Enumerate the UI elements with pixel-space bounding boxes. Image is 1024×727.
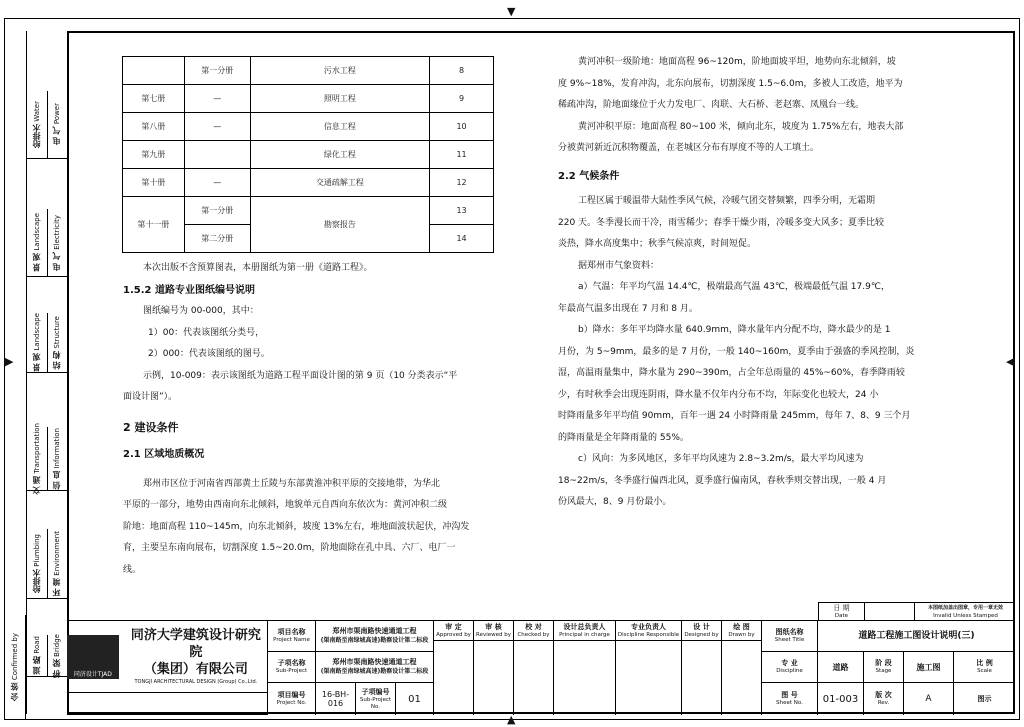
sidebar-label: 景 观 Landscape: [32, 313, 41, 372]
project-name-label: 项目名称: [277, 628, 306, 636]
sub-no-label-cell: [356, 683, 396, 715]
project-name: 郑州市渠南路快速通道工程: [332, 627, 417, 635]
role-label: 校 对: [525, 622, 542, 631]
sheet-no-cell: [818, 683, 864, 715]
paragraph: 育，主要呈东南向展布，切割深度 1.5~20.0m，阶地面除在孔中具、六厂、电厂一: [123, 543, 456, 553]
paragraph: 面设计图”）。: [123, 392, 178, 402]
project-no-label: 项目编号: [277, 691, 306, 699]
confirmed-by-box: [4, 615, 26, 720]
rev-label-cell: [864, 683, 904, 715]
sub-no-label: 子项编号: [361, 687, 390, 696]
stage: 施工图: [916, 662, 941, 672]
stamp-note-cell: [915, 603, 1016, 621]
role-reviewed: [474, 621, 514, 641]
discipline-cell: [818, 652, 864, 683]
sidebar-cell-environment: [27, 529, 68, 599]
discipline-label-cell: [762, 652, 818, 683]
logo-text: 同济设计TJAD: [73, 670, 112, 678]
paragraph: 的降雨量是全年降雨量的 55%。: [558, 432, 689, 443]
sheet-no-label: 图 号: [781, 691, 798, 699]
sheet-no-label-cell: [762, 683, 818, 715]
table-cell: 14: [430, 225, 494, 253]
rev: A: [925, 693, 932, 704]
paragraph: 稀疏冲沟，阶地面缘位于火力发电厂、肉联、大石桥、老赵寨、凤凰台一线。: [558, 100, 865, 110]
table-cell: [123, 57, 185, 85]
sidebar-cell-transport: [27, 422, 68, 495]
role-label-en: Designed by: [684, 631, 719, 638]
table-row: [123, 57, 494, 85]
table-cell: 污水工程: [250, 57, 429, 85]
paragraph: 工程区属于暖温带大陆性季风气候，冷暖气团交替频繁，四季分明，无霜期: [578, 196, 876, 206]
sidebar-label: 桥 梁 Bridge: [52, 633, 61, 678]
signature-box: [474, 641, 514, 715]
rev-label-en: Rev.: [877, 700, 890, 706]
sub-project-label-cell: [268, 652, 316, 683]
rev-label: 版 次: [875, 691, 892, 699]
scale-label: 比 例: [976, 659, 993, 667]
date-value-cell: [865, 603, 915, 621]
signature-box: [616, 641, 682, 715]
sidebar-label: 结 构 Structure: [52, 315, 61, 370]
sub-project-label: 子项名称: [277, 659, 306, 667]
paragraph: a）气温：年平均气温 14.4℃，极端最高气温 43℃，极端最低气温 17.9℃，: [578, 282, 890, 292]
table-cell: [184, 141, 250, 169]
rev-cell: [904, 683, 954, 715]
date-label-en: Date: [834, 613, 849, 619]
table-cell: 勘察报告: [250, 197, 429, 253]
discipline-label: 专 业: [781, 659, 798, 667]
title-block: [67, 620, 1015, 714]
role-label-en: Discipline Responsible: [617, 631, 680, 638]
top-center-mark: ▼: [507, 5, 516, 18]
sidebar-cell-structure: [27, 313, 68, 373]
volumes-table: [122, 56, 494, 253]
paragraph: 年最高气温多出现在 7 月和 8 月。: [558, 303, 698, 314]
paragraph: 度 9%~18%，发育冲沟，北东向展布，切割深度 1.5~6.0m，多被人工改造，地平为: [558, 78, 903, 89]
sheet-no: 01-003: [822, 693, 859, 705]
institute-name-cn: 同济大学建筑设计研究院: [130, 628, 261, 660]
scale-cell: [954, 683, 1015, 715]
role-label: 审 定: [445, 622, 462, 631]
project-no-label-en: Project No.: [276, 700, 307, 706]
paragraph: 本次出版不含预算图表，本册图纸为第一册《道路工程》。: [143, 263, 373, 273]
discipline: 道路: [832, 662, 849, 672]
signature-box: [554, 641, 616, 715]
date-label-cell: [819, 603, 865, 621]
table-cell: 第十册: [123, 169, 185, 197]
table-cell: 10: [430, 113, 494, 141]
sheet-title: 道路工程施工图设计说明(三): [858, 630, 975, 641]
role-discipline: [616, 621, 682, 641]
role-label: 设计总负责人: [563, 622, 606, 631]
sidebar-label: 给排水 Water: [32, 101, 41, 148]
sub-project-2: (渠南路至南绿城高速)勘察设计第二标段: [320, 668, 429, 675]
institute-logo: [67, 635, 119, 679]
sub-no: 01: [408, 693, 421, 705]
paragraph: b）降水：多年平均降水量 640.9mm，降水量年内分配不均，降水最少的是 1: [578, 325, 891, 335]
paragraph: 18~22m/s，冬季盛行偏西北风，夏季盛行偏南风，春秋季则交替出现，一般 4 月: [558, 475, 887, 486]
left-column-text: [123, 258, 503, 581]
paragraph: 分被黄河新近沉积物覆盖，在老城区分布有厚度不等的人工填土。: [558, 143, 820, 153]
paragraph: c）风向：为多风地区，多年平均风速为 2.8~3.2m/s，最大平均风速为: [578, 454, 864, 464]
paragraph: 线。: [123, 564, 142, 575]
paragraph: 1）00：代表该图纸分类号，: [148, 327, 265, 338]
section-heading-2: 2 建设条件: [123, 420, 179, 434]
role-label-en: Checked by: [517, 631, 550, 638]
paragraph: 图纸编号为 00-000，其中：: [143, 306, 259, 316]
sidebar-label: 给排水 Plumbing: [32, 534, 41, 593]
section-heading-1-5-2: 1.5.2 道路专业图纸编号说明: [123, 284, 255, 296]
stage-label-cell: [864, 652, 904, 683]
sub-project: 郑州市渠南路快速通道工程: [332, 658, 417, 666]
sub-project-cell: [316, 652, 434, 683]
stage-cell: [904, 652, 954, 683]
table-cell: 8: [430, 57, 494, 85]
table-cell: 第一分册: [184, 197, 250, 225]
table-cell: 交通疏解工程: [250, 169, 429, 197]
project-no: 16-BH-016: [321, 690, 350, 708]
table-row: [123, 113, 494, 141]
project-no-cell: [316, 683, 356, 715]
date-row: [818, 602, 1015, 620]
table-row: [123, 169, 494, 197]
role-label-en: Reviewed by: [476, 631, 511, 638]
table-cell: 第七册: [123, 85, 185, 113]
date-label: 日 期: [833, 604, 850, 612]
table-cell: 第九册: [123, 141, 185, 169]
paragraph: 份风最大，8、9 月份最小。: [558, 497, 672, 507]
left-center-mark: ▶: [5, 355, 14, 368]
stage-label-en: Stage: [875, 668, 892, 674]
table-row: [123, 85, 494, 113]
table-cell: —: [184, 113, 250, 141]
institute-name-en: TONGJI ARCHITECTURAL DESIGN (Group) Co.,Ltd.: [134, 679, 258, 685]
paragraph: 少，有时秋季会出现连阴雨，降水量不仅年内分布不均，年际变化也较大，24 小: [558, 389, 879, 400]
signature-box: [514, 641, 554, 715]
sheet-title-label-cell: [762, 621, 818, 652]
scale: 图示: [977, 694, 992, 703]
paragraph: 阶地：地面高程 110~145m，向东北倾斜，坡度 13%左右，堆地面波状起伏，冲沟发: [123, 521, 470, 532]
section-heading-2-2: 2.2 气候条件: [558, 170, 620, 182]
role-principal: [554, 621, 616, 641]
paragraph: 炎热，降水高度集中；秋季气候凉爽，时间短促。: [558, 239, 757, 249]
discipline-sidebar: [26, 31, 67, 714]
table-row: [123, 197, 494, 225]
paragraph: 黄河冲积平原：地面高程 80~100 米，倾向北东，坡度为 1.75%左右，地表大部: [578, 121, 904, 132]
right-center-mark: ◀: [1006, 355, 1015, 368]
bottom-center-mark: ▲: [507, 713, 516, 726]
role-label: 审 核: [485, 622, 502, 631]
sidebar-cell-road: [27, 635, 68, 677]
table-cell: 绿化工程: [250, 141, 429, 169]
discipline-label-en: Discipline: [776, 668, 803, 674]
signature-box: [682, 641, 722, 715]
table-cell: 第八册: [123, 113, 185, 141]
sub-no-cell: [396, 683, 434, 715]
sidebar-cell-water: [27, 91, 68, 159]
sidebar-cell-landscape: [27, 209, 68, 277]
paragraph: 湿，高温雨量集中，降水量为 290~390m，占全年总雨量的 45%~60%，春季降雨较: [558, 368, 905, 378]
project-name-2: (渠南路至南绿城高速)勘察设计第二标段: [320, 637, 429, 644]
role-label-en: Principal in charge: [559, 631, 610, 638]
table-cell: 信息工程: [250, 113, 429, 141]
role-label-en: Approved by: [436, 631, 471, 638]
table-cell: 第十一册: [123, 197, 185, 253]
sheet-title-label-en: Sheet Title: [774, 637, 805, 643]
role-label: 绘 图: [733, 622, 750, 631]
role-drawn: [722, 621, 762, 641]
paragraph: 时降雨量多年平均值 90mm，百年一遇 24 小时降雨量 245mm，每年 7、8、9 三个月: [558, 411, 911, 421]
sidebar-label: 交 通 Transportation: [32, 422, 41, 495]
table-cell: 13: [430, 197, 494, 225]
table-row: [123, 141, 494, 169]
role-label: 专业负责人: [631, 622, 666, 631]
signature-box: [434, 641, 474, 715]
paragraph: 2）000：代表该图纸的图号。: [148, 349, 270, 359]
table-cell: 第一分册: [184, 57, 250, 85]
sheet-no-label-en: Sheet No.: [776, 700, 803, 706]
paragraph: 220 天。冬季漫长而干冷，雨雪稀少；春季干燥少雨，冷暖多变大风多；夏季比较: [558, 217, 885, 228]
paragraph: 月份，为 5~9mm，最多的是 7 月份，一般 140~160m，夏季由于强盛的季风控制，炎: [558, 346, 915, 357]
role-label: 设 计: [693, 622, 710, 631]
sub-no-label-en: Sub-Project No.: [359, 696, 392, 710]
sidebar-label: 道 路 Road: [32, 636, 41, 675]
table-cell: —: [184, 85, 250, 113]
project-name-label-cell: [268, 621, 316, 652]
right-column-text: [558, 52, 978, 514]
paragraph: 黄河冲积一级阶地：地面高程 96~120m，阶地面坡平坦，地势向东北倾斜，坡: [578, 57, 896, 67]
table-cell: 12: [430, 169, 494, 197]
signature-box: [722, 641, 762, 715]
stage-label: 阶 段: [875, 659, 892, 667]
sidebar-label: 电 气 Power: [52, 103, 61, 146]
sidebar-label: 电 气 Electricity: [52, 214, 61, 271]
project-name-cell: [316, 621, 434, 652]
sub-project-label-en: Sub-Project: [275, 668, 308, 674]
sidebar-label: 环 境 Environment: [52, 530, 61, 597]
role-designed: [682, 621, 722, 641]
table-cell: 第二分册: [184, 225, 250, 253]
scale-label-cell: [954, 652, 1015, 683]
table-cell: —: [184, 169, 250, 197]
paragraph: 郑州市区位于河南省西部黄土丘陵与东部黄淮冲积平原的交接地带，为华北: [143, 478, 441, 489]
role-approved: [434, 621, 474, 641]
section-heading-2-1: 2.1 区域地质概况: [123, 449, 205, 460]
table-cell: 11: [430, 141, 494, 169]
table-cell: 9: [430, 85, 494, 113]
table-cell: 照明工程: [250, 85, 429, 113]
confirmed-by-label: 会 签 Confirmed by: [9, 633, 19, 702]
paragraph: 示例，10-009：表示该图纸为道路工程平面设计图的第 9 页（10 分类表示“平: [143, 370, 458, 381]
institute-name-cn-2: （集团）有限公司: [143, 662, 248, 677]
sidebar-label: 景 观 Landscape: [32, 213, 41, 272]
stamp-note-en: Invalid Unless Stamped: [933, 613, 998, 619]
scale-label-en: Scale: [977, 668, 992, 674]
paragraph: 据郑州市气象资料：: [578, 260, 660, 271]
role-label-en: Drawn by: [728, 631, 755, 638]
sidebar-label: 信 息 Information: [52, 427, 61, 490]
paragraph: 平原的一部分，地势由西南向东北倾斜，地貌单元自西向东依次为：黄河冲积二级: [123, 500, 448, 510]
project-name-label-en: Project Name: [273, 637, 310, 643]
project-no-label-cell: [268, 683, 316, 715]
sheet-title-label: 图纸名称: [775, 628, 804, 636]
institute-footer-cell: [67, 693, 268, 715]
institute-cell: [67, 621, 268, 693]
role-checked: [514, 621, 554, 641]
stamp-note: 本图纸加盖出图章，专用一章无效: [927, 605, 1003, 611]
sheet-title-cell: [818, 621, 1015, 652]
